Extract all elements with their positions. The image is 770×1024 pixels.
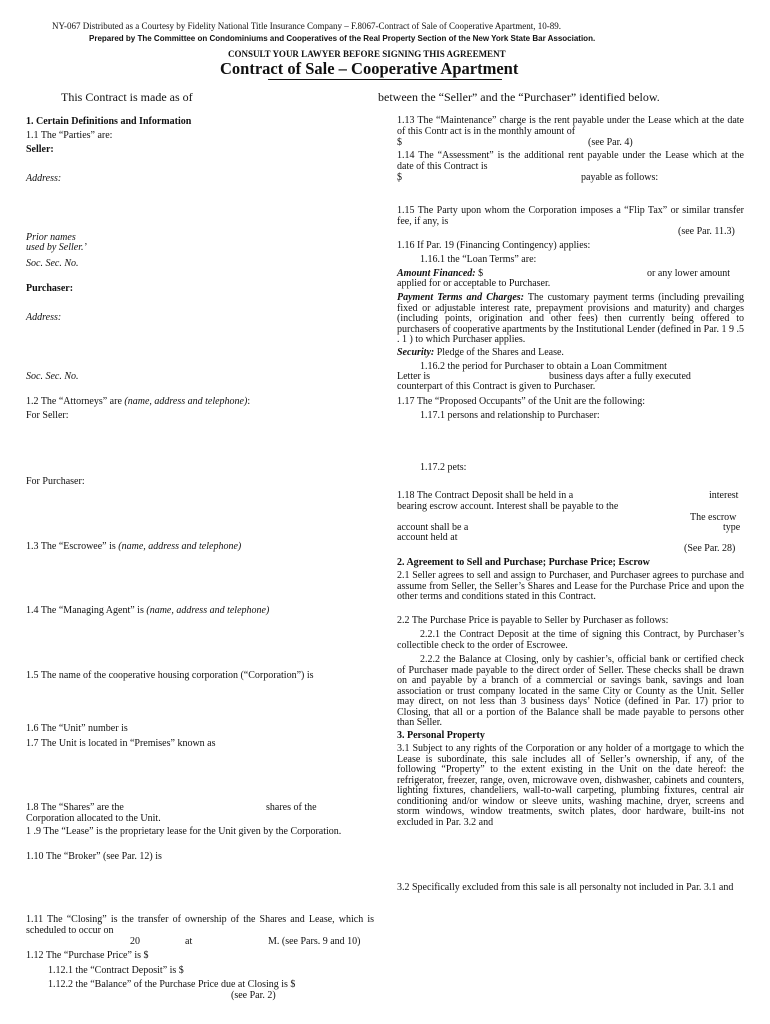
seller-ssn-label: Soc. Sec. No. [26,258,79,269]
clause-1-18-see: (See Par. 28) [684,543,736,554]
clause-1-17-2: 1.17.2 pets: [420,462,467,473]
prior-names-label-2: used by Seller.’ [26,242,87,253]
clause-1-16-2: 1.16.2 the period for Purchaser to obtain a Loan Commitment [420,361,667,372]
clause-1-6: 1.6 The “Unit” number is [26,723,128,734]
section-1-heading: 1. Certain Definitions and Information [26,116,192,127]
for-purchaser-label: For Purchaser: [26,476,85,487]
payment-terms: Payment Terms and Charges: The customary payment terms (including prevailing fixed or adjustable interest rate, prepayment provisions and maturity) and charges (including points, origination and other fees) then currently being offered to purchasers of cooperative apartments by the Institutional Lender (defined in Par. 1 9 .5 . 1 ) to which Purchaser applies. [397,292,744,345]
clause-1-14: 1.14 The “Assessment” is the additional rent payable under the Lease which at the date of this Contract is [397,150,744,172]
purchaser-address-label: Address: [26,312,62,323]
seller-address-label: Address: [26,173,62,184]
clause-1-16-2-cont: counterpart of this Contract is given to Purchaser. [397,381,596,392]
clause-2-2-1: 2.2.1 the Contract Deposit at the time of signing this Contract, by Purchaser’s collectible check to the order of Escrowee. [397,629,744,651]
clause-1-8-cont: Corporation allocated to the Unit. [26,813,161,824]
clause-1-8: 1.8 The “Shares” are the [26,802,124,813]
clause-1-18-held: account held at [397,532,458,543]
clause-2-2: 2.2 The Purchase Price is payable to Seller by Purchaser as follows: [397,615,669,626]
clause-1-5: 1.5 The name of the cooperative housing corporation (“Corporation”) is [26,670,314,681]
purchaser-label: Purchaser: [26,283,74,294]
security: Security: Pledge of the Shares and Lease. [397,347,564,358]
clause-1-18-bearing: bearing escrow account. Interest shall be payable to the [397,501,619,512]
clause-1-13: 1.13 The “Maintenance” charge is the rent payable under the Lease which at the date of this Contr act is in the monthly amount of [397,115,744,137]
document-title: Contract of Sale – Cooperative Apartment [220,59,519,78]
clause-1-11: 1.11 The “Closing” is the transfer of ownership of the Shares and Lease, which is scheduled to occur on [26,914,374,936]
title-underline [268,79,502,80]
intro-left: This Contract is made as of [61,90,193,104]
clause-1-16-2-letter: Letter is [397,371,431,382]
clause-1-17: 1.17 The “Proposed Occupants” of the Unit are the following: [397,396,646,407]
clause-1-4: 1.4 The “Managing Agent” is (name, address and telephone) [26,605,270,616]
clause-1-1: 1.1 The “Parties” are: [26,130,113,141]
prior-names-label: Prior names [26,232,76,243]
closing-time: M. (see Pars. 9 and 10) [268,936,361,947]
seller-label: Seller: [26,144,54,155]
clause-1-9: 1 .9 The “Lease” is the proprietary lease for the Unit given by the Corporation. [26,826,342,837]
clause-1-3: 1.3 The “Escrowee” is (name, address and telephone) [26,541,242,552]
clause-1-16-1: 1.16.1 the “Loan Terms” are: [420,254,537,265]
clause-1-15: 1.15 The Party upon whom the Corporation imposes a “Flip Tax” or similar transfer fee, if any, is [397,205,744,227]
clause-2-1: 2.1 Seller agrees to sell and assign to Purchaser, and Purchaser agrees to purchase and assume from Seller, the Seller’s Shares and Lease for the Purchase Price and upon the other terms and conditions stated in this Contract. [397,570,744,602]
clause-1-7: 1.7 The Unit is located in “Premises” known as [26,738,216,749]
intro-right: between the “Seller” and the “Purchaser” identified below. [378,90,660,104]
clause-2-2-2: 2.2.2 the Balance at Closing, only by cashier’s, official bank or certified check of Purchaser made payable to the direct order of Seller. These checks shall be drawn on and payable by a branch of a commercial or savings bank, savings and loan association or trust company located in the same City or County as the Unit. Seller may direct, on not less than 3 business days’ Notice (defined in Par. 17) prior to Closing, that all or a portion of the Balance shall be made payable to persons other than Seller. [397,654,744,728]
clause-1-18-interest: interest [709,490,739,501]
section-3-heading: 3. Personal Property [397,730,485,741]
header-courtesy-line: NY-067 Distributed as a Courtesy by Fidelity National Title Insurance Company – F.8067-Contract of Sale of Cooperative Apartment, 10-89. [52,21,561,31]
amount-financed-rest: or any lower amount [647,268,731,279]
clause-1-15-see: (see Par. 11.3) [678,226,735,237]
assessment-dollar: $ [397,172,402,183]
assessment-payable: payable as follows: [581,172,659,183]
clause-1-16: 1.16 If Par. 19 (Financing Contingency) applies: [397,240,591,251]
amount-financed: Amount Financed: $ [397,268,484,279]
clause-1-12: 1.12 The “Purchase Price” is $ [26,950,149,961]
closing-year: 20 [130,936,140,947]
clause-1-18-type: type [723,522,741,533]
clause-1-16-2-days: business days after a fully executed [549,371,691,382]
clause-1-17-1: 1.17.1 persons and relationship to Purchaser: [420,410,600,421]
clause-1-18-account: account shall be a [397,522,469,533]
header-prepared-by: Prepared by The Committee on Condominiums and Cooperatives of the Real Property Section of the New York State Bar Association. [89,34,596,43]
purchaser-ssn-label: Soc. Sec. No. [26,371,79,382]
section-2-heading: 2. Agreement to Sell and Purchase; Purchase Price; Escrow [397,557,650,568]
clause-1-12-1: 1.12.1 the “Contract Deposit” is $ [48,965,184,976]
for-seller-label: For Seller: [26,410,69,421]
clause-1-12-2: 1.12.2 the “Balance” of the Purchase Price due at Closing is $ [48,979,296,990]
assessment-mark: ` [397,180,401,191]
clause-1-18-escrow: The escrow [690,512,737,523]
clause-3-1: 3.1 Subject to any rights of the Corporation or any holder of a mortgage to which the Lease is subordinate, this sale includes all of Seller’s ownership, if any, of the following “Property” to the extent existing in the Unit on the date hereof: the refrigerator, freezer, range, oven, microwave oven, dishwasher, cabinets and counters, lighting fixtures, chandeliers, wall-to-wall carpeting, plumbing fixtures, central air conditioning and/or window or sleeve units, washing machine, dryer, screens and storm windows, window treatments, switch plates, door hardware, built-ins not excluded in Par. 3.2 and [397,743,744,828]
clause-1-2: 1.2 The “Attorneys” are (name, address and telephone): [26,396,251,407]
clause-1-10: 1.10 The “Broker” (see Par. 12) is [26,851,162,862]
clause-1-8-shares: shares of the [266,802,317,813]
closing-at: at [185,936,193,947]
clause-3-2: 3.2 Specifically excluded from this sale is all personalty not included in Par. 3.1 and [397,882,734,893]
amount-financed-line2: applied for or acceptable to Purchaser. [397,278,551,289]
maintenance-dollar: $ [397,137,402,148]
consult-lawyer-notice: CONSULT YOUR LAWYER BEFORE SIGNING THIS AGREEMENT [228,49,506,59]
clause-1-18: 1.18 The Contract Deposit shall be held in a [397,490,574,501]
maintenance-see: (see Par. 4) [588,137,633,148]
clause-1-12-2-see: (see Par. 2) [231,990,276,1001]
